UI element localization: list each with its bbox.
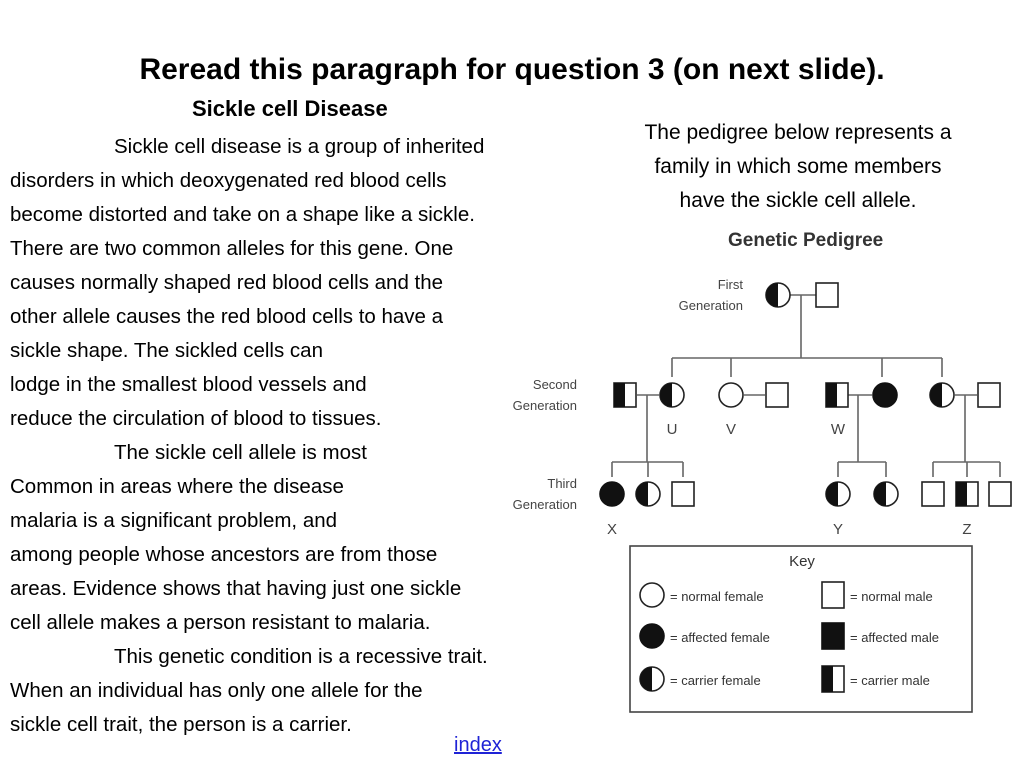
pedigree-title: Genetic Pedigree	[728, 230, 884, 251]
individual-label-v: V	[725, 421, 737, 438]
paragraph-line: among people whose ancestors are from those	[10, 543, 438, 566]
carrier-female-symbol	[826, 482, 850, 506]
key-carrier-female-label: = carrier female	[670, 673, 761, 688]
carrier-female-symbol	[930, 383, 954, 407]
paragraph-line: Sickle cell disease is a group of inherited	[114, 135, 485, 158]
first-generation-label-line: Generation	[678, 298, 743, 313]
normal-male-symbol	[766, 383, 788, 407]
paragraph-line: areas. Evidence shows that having just one sickle	[10, 577, 462, 600]
carrier-female-symbol	[636, 482, 660, 506]
key-carrier-male-icon	[822, 666, 844, 692]
carrier-male-symbol	[826, 383, 848, 407]
caption-line: family in which some members	[654, 155, 942, 178]
key-normal-female-icon	[640, 583, 664, 607]
caption-line: The pedigree below represents a	[644, 121, 952, 144]
carrier-female-symbol	[660, 383, 684, 407]
normal-male-symbol	[989, 482, 1011, 506]
carrier-male-symbol	[614, 383, 636, 407]
carrier-female-symbol	[874, 482, 898, 506]
paragraph-line: malaria is a significant problem, and	[10, 509, 338, 532]
key-normal-male-icon	[822, 582, 844, 608]
paragraph-line: causes normally shaped red blood cells and the	[10, 271, 444, 294]
individual-label-x: X	[606, 521, 618, 538]
second-generation-label-line: Second	[532, 377, 577, 392]
pedigree-diagram	[500, 222, 1012, 716]
individual-label-w: W	[830, 421, 846, 438]
paragraph-line: sickle shape. The sickled cells can	[10, 339, 323, 362]
key-normal-male-label: = normal male	[850, 589, 933, 604]
individual-labels	[607, 421, 972, 538]
individual-label-u: U	[666, 421, 678, 438]
paragraph-line: There are two common alleles for this gene. One	[10, 237, 454, 260]
paragraph-line: When an individual has only one allele for the	[10, 679, 423, 702]
key-title: Key	[789, 553, 815, 570]
paragraph-line: sickle cell trait, the person is a carrier.	[10, 713, 352, 736]
pedigree-caption	[598, 116, 998, 218]
affected-female-symbol	[873, 383, 897, 407]
caption-line: have the sickle cell allele.	[679, 189, 917, 212]
key-carrier-male-label: = carrier male	[850, 673, 930, 688]
normal-male-symbol	[672, 482, 694, 506]
paragraph-line: become distorted and take on a shape like a sickle.	[10, 203, 475, 226]
key-affected-male-icon	[822, 623, 844, 649]
third-generation-label-line: Generation	[512, 497, 577, 512]
paragraph-line: lodge in the smallest blood vessels and	[10, 373, 367, 396]
slide-title: Reread this paragraph for question 3 (on next slide).	[139, 53, 885, 86]
key-affected-male-label: = affected male	[850, 630, 940, 645]
individual-label-z: Z	[962, 521, 972, 538]
carrier-female-symbol	[766, 283, 790, 307]
key-affected-female-icon	[640, 624, 664, 648]
key-carrier-female-icon	[640, 667, 664, 691]
key-normal-female-label: = normal female	[670, 589, 764, 604]
index-link[interactable]: index	[454, 734, 502, 756]
carrier-male-symbol	[956, 482, 978, 506]
third-generation-label-line: Third	[547, 476, 577, 491]
first-generation-label-line: First	[717, 277, 743, 292]
key-affected-female-label: = affected female	[670, 630, 770, 645]
pedigree-key	[630, 546, 972, 712]
normal-male-symbol	[816, 283, 838, 307]
normal-female-symbol	[719, 383, 743, 407]
normal-male-symbol	[978, 383, 1000, 407]
individual-label-y: Y	[832, 521, 844, 538]
paragraph-line: cell allele makes a person resistant to malaria.	[10, 611, 431, 634]
paragraph-line: disorders in which deoxygenated red blood cells	[10, 169, 447, 192]
sickle-cell-paragraph	[10, 130, 488, 742]
paragraph-line: reduce the circulation of blood to tissues.	[10, 407, 382, 430]
affected-female-symbol	[600, 482, 624, 506]
paragraph-line: The sickle cell allele is most	[114, 441, 367, 464]
paragraph-heading: Sickle cell Disease	[192, 96, 388, 121]
second-generation-label-line: Generation	[512, 398, 577, 413]
paragraph-line: Common in areas where the disease	[10, 475, 344, 498]
normal-male-symbol	[922, 482, 944, 506]
paragraph-line: other allele causes the red blood cells to have a	[10, 305, 444, 328]
paragraph-line: This genetic condition is a recessive trait.	[114, 645, 488, 668]
